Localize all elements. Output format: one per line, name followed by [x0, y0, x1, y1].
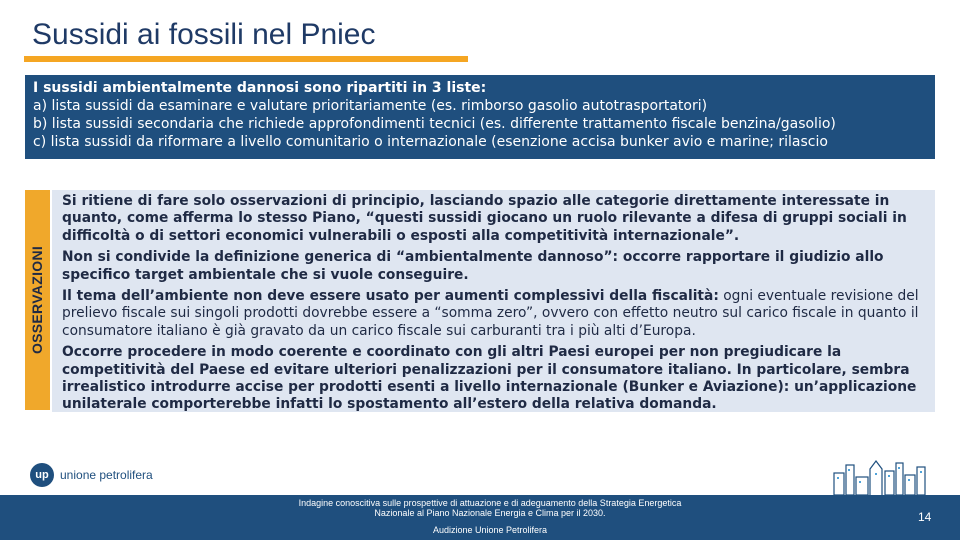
city-skyline-icon — [830, 455, 930, 495]
slide-title: Sussidi ai fossili nel Pniec — [32, 18, 376, 51]
observation-paragraph-4: Occorre procedere in modo coerente e coordinato con gli altri Paesi europei per non pregiudicare la competitività del Paese ed evitare ulteriori penalizzazioni per il consumatore italiano. In particolare, sembra irrealistico introdurre accise per prodotti esenti a livello internazionale (Bunker e Aviazione): un’applicazione unilaterale comporterebbe infatti lo spostamento all’estero della relativa domanda. — [62, 344, 917, 413]
logo-mark: up — [30, 463, 54, 487]
observation-paragraph-2: Non si condivide la definizione generica di “ambientalmente dannoso”: occorre rapportare il giudizio allo specifico target ambientale che si vuole conseguire. — [62, 249, 884, 283]
info-heading: I sussidi ambientalmente dannosi sono ripartiti in 3 liste: — [33, 80, 487, 96]
observation-paragraph-3-bold: Il tema dell’ambiente non deve essere usato per aumenti complessivi della fiscalità: — [62, 288, 719, 305]
footer-caption — [280, 498, 700, 535]
observation-paragraph-3-regular: ogni eventuale revisione del prelievo fiscale sui singoli prodotti dovrebbe essere a “somma zero”, ovvero con effetto neutro sul carico fiscale in quanto il consumatore italiano è già gravato da un carico fiscale sui carburanti tra i più alti d’Europa. — [62, 288, 919, 339]
title-underline — [24, 56, 468, 62]
info-item-b: b) lista sussidi secondaria che richiede approfondimenti tecnici (es. differente trattamento fiscale benzina/gasolio) — [33, 116, 836, 132]
observation-paragraph-1: Si ritiene di fare solo osservazioni di principio, lasciando spazio alle categorie direttamente interessate in quanto, come afferma lo stesso Piano, “questi sussidi giocano un ruolo rilevante a difesa di gruppi sociali in difficoltà o di settori economici vulnerabili o esposti alla competitività internazionale”. — [62, 193, 907, 244]
page-number: 14 — [918, 510, 932, 524]
observations-text — [62, 193, 932, 418]
footer-line-1: Indagine conoscitiva sulle prospettive di attuazione e di adeguamento della Strategia Energetica Nazionale al Piano Nazionale Energia e Clima per il 2030. — [298, 498, 682, 518]
info-item-c: c) lista sussidi da riformare a livello comunitario o internazionale (esenzione accisa bunker avio e marine; rilascio — [33, 134, 828, 150]
footer-line-2: Audizione Unione Petrolifera — [432, 525, 548, 535]
logo-name: unione petrolifera — [60, 468, 153, 482]
info-item-a: a) lista sussidi da esaminare e valutare prioritariamente (es. rimborso gasolio autotrasportatori) — [33, 98, 708, 114]
observations-label: OSSERVAZIONI — [29, 245, 45, 355]
info-box — [25, 75, 935, 159]
unione-petrolifera-logo — [30, 463, 170, 489]
observation-paragraph-3 — [62, 288, 932, 340]
